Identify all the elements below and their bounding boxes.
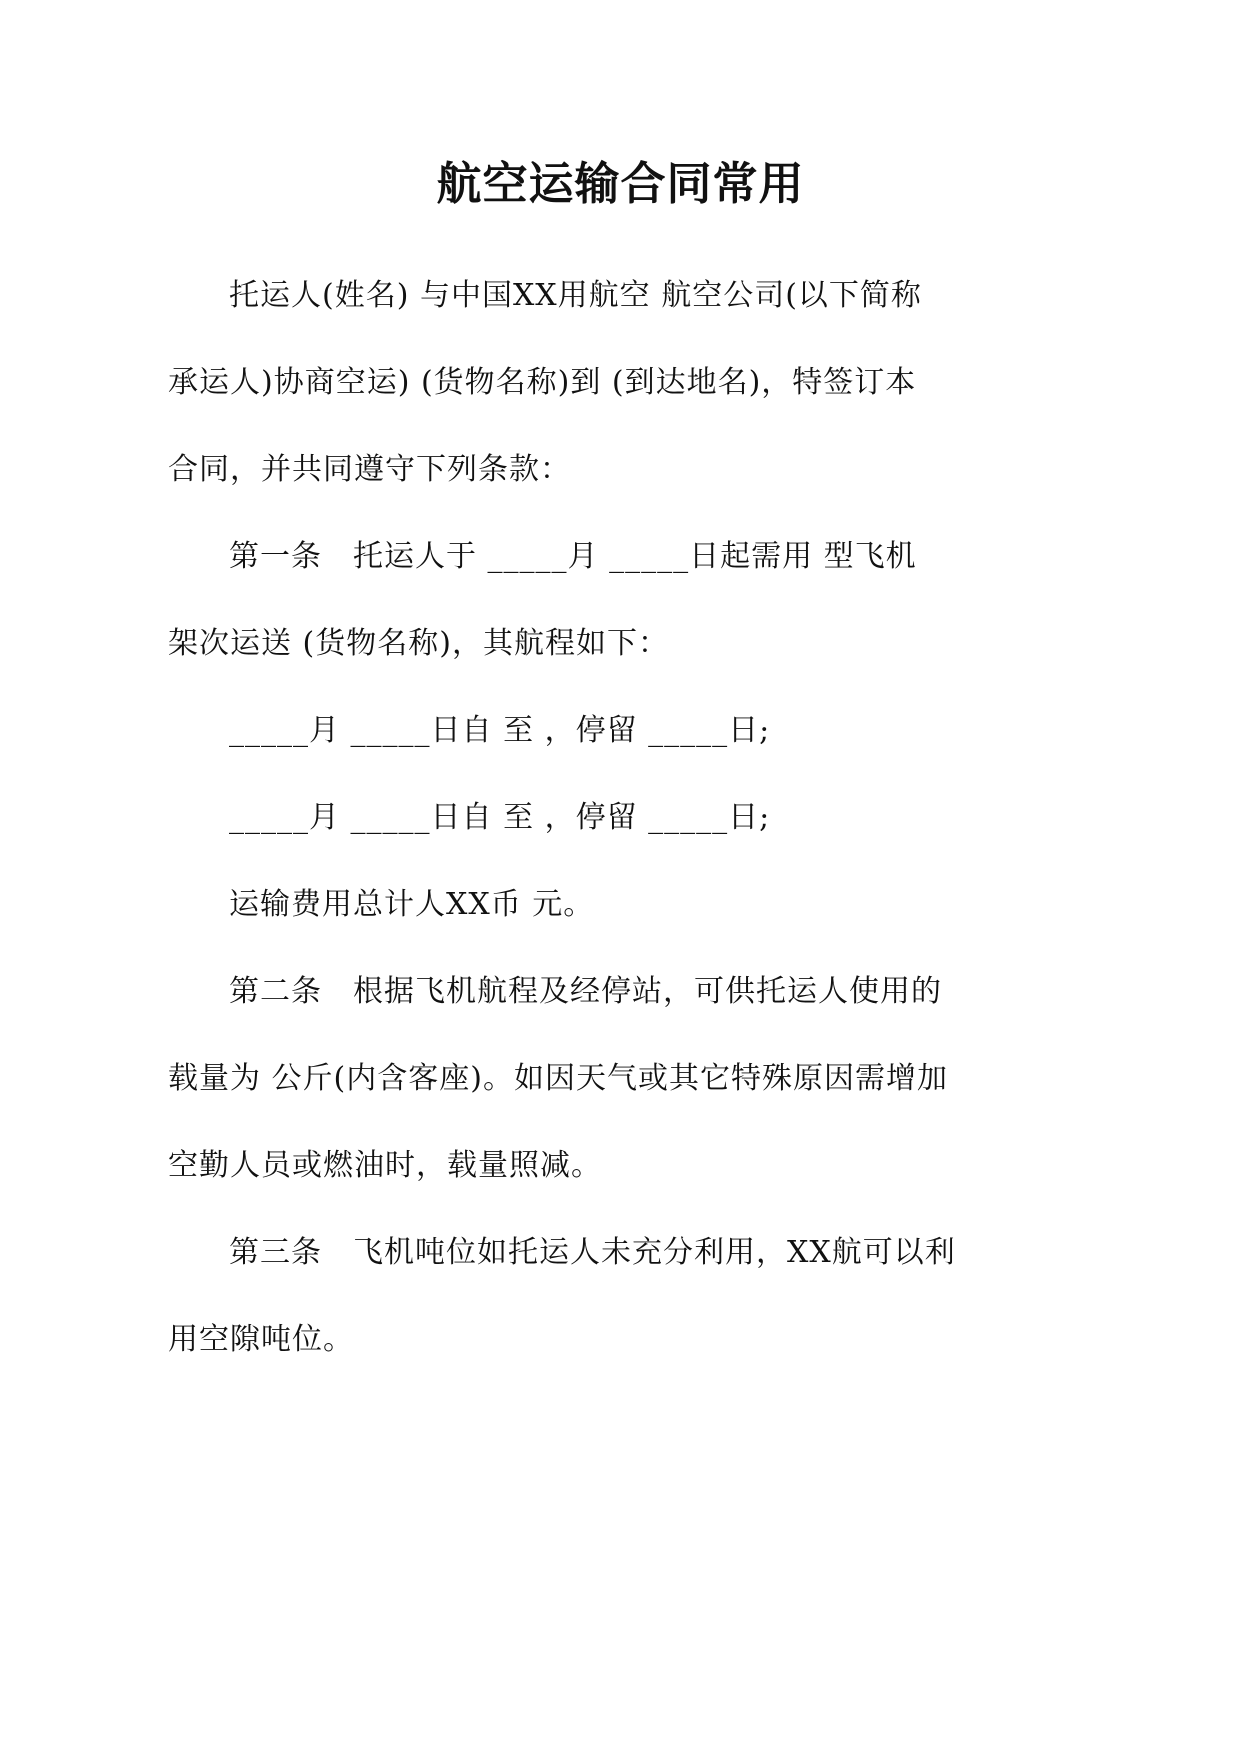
clause-3-line-2: 用空隙吨位。 <box>168 1322 354 1357</box>
clause-2-line-1: 第二条 根据飞机航程及经停站，可供托运人使用的 <box>229 974 942 1009</box>
itinerary-line-1: _____月 _____日自 至 ，停留 _____日; <box>229 713 771 748</box>
transport-fee-line: 运输费用总计人XX币 元。 <box>229 887 595 922</box>
clause-intro-line-2: 承运人)协商空运) (货物名称)到 (到达地名)，特签订本 <box>168 365 917 400</box>
clause-2-line-2: 载量为 公斤(内含客座)。如因天气或其它特殊原因需增加 <box>168 1061 948 1096</box>
document-title: 航空运输合同常用 <box>436 157 805 210</box>
clause-1-line-1: 第一条 托运人于 _____月 _____日起需用 型飞机 <box>229 539 917 574</box>
clause-intro-line-1: 托运人(姓名) 与中国XX用航空 航空公司(以下简称 <box>229 278 922 313</box>
clause-2-line-3: 空勤人员或燃油时，载量照减。 <box>168 1148 602 1183</box>
clause-1-line-2: 架次运送 (货物名称)，其航程如下： <box>168 626 669 661</box>
itinerary-line-2: _____月 _____日自 至 ，停留 _____日; <box>229 800 771 835</box>
clause-3-line-1: 第三条 飞机吨位如托运人未充分利用，XX航可以利 <box>229 1235 956 1270</box>
clause-intro-line-3: 合同，并共同遵守下列条款： <box>168 452 571 487</box>
